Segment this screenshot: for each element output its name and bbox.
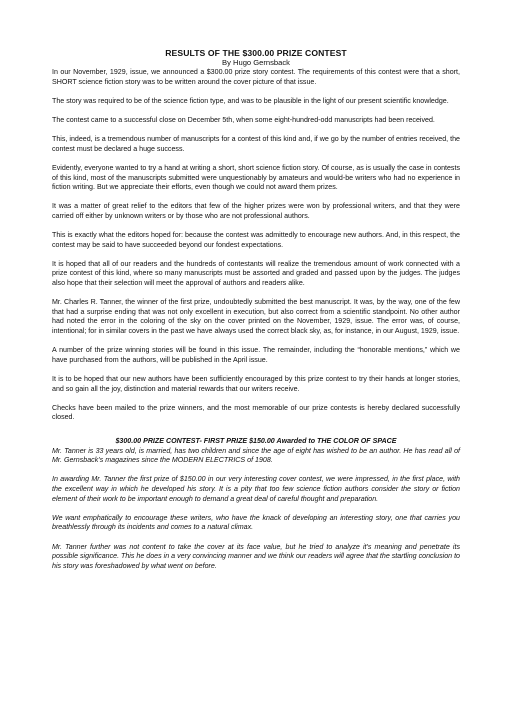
award-section (52, 447, 460, 572)
paragraph: Checks have been mailed to the prize winners, and the most memorable of our prize contests is hereby declared successfully closed. (52, 403, 460, 422)
paragraph: In our November, 1929, issue, we announced a $300.00 prize story contest. The requirements of this contest were that a short, SHORT science fiction story was to be written around the cover picture of that issue. (52, 68, 460, 86)
award-paragraph: Mr. Tanner is 33 years old, is married, has two children and since the age of eight has wished to be an author. He has read all of Mr. Gernsback’s magazines since the MODERN ELECTRICS of 1908. (52, 446, 460, 465)
paragraph: Mr. Charles R. Tanner, the winner of the first prize, undoubtedly submitted the best manuscript. It was, by the way, one of the few that had a surprise ending that was not only excellent in execution, but also correct from a scientific standpoint. No other author had noted the error in the coloring of the sky on the cover printed on the November, 1929, issue. The error was, of course, intentional; for in similar covers in the past we have always used the correct black sky, as, for instance, in our August, 1929, issue. (52, 298, 460, 336)
paragraph: This, indeed, is a tremendous number of manuscripts for a contest of this kind and, if we go by the number of entries received, the contest must be declared a huge success. (52, 135, 460, 153)
paragraph: The contest came to a successful close on December 5th, when some eight-hundred-odd manuscripts had been received. (52, 115, 435, 124)
paragraph: It is to be hoped that our new authors have been sufficiently encouraged by this prize contest to try their hands at longer stories, and so gain all the joy, distinction and material rewards that our writers receive. (52, 375, 460, 393)
award-heading: $300.00 PRIZE CONTEST- FIRST PRIZE $150.00 Awarded to THE COLOR OF SPACE (115, 436, 397, 445)
paragraph: It is hoped that all of our readers and the hundreds of contestants will realize the tremendous amount of work connected with a prize contest of this kind, where so many manuscripts must be assorted and graded and passed upon by the judges. The judges also hope that their selection will meet the approval of authors and readers alike. (52, 259, 460, 288)
author-byline: By Hugo Gernsback (222, 58, 290, 67)
paragraph: This is exactly what the editors hoped for: because the contest was admittedly to encourage new authors. And, in this respect, the contest may be said to have succeeded beyond our fondest expectations. (52, 231, 460, 249)
page-title: RESULTS OF THE $300.00 PRIZE CONTEST (165, 48, 347, 58)
award-paragraph: We want emphatically to encourage these writers, who have the knack of developing an interesting story, one that carries you breathlessly through its incidents and comes to a natural climax. (52, 513, 460, 532)
paragraph: It was a matter of great relief to the editors that few of the higher prizes were won by professional writers, and that they were carried off either by unknown writers or by those who are not professional authors. (52, 202, 460, 220)
paragraph: The story was required to be of the science fiction type, and was to be plausible in the light of our present scientific knowledge. (52, 96, 449, 105)
award-paragraph: Mr. Tanner further was not content to take the cover at its face value, but he tried to analyze it's meaning and penetrate its possible significance. This he does in a very convincing manner and we think our readers will agree that the startling conclusion to his story was foreshadowed by what went on before. (52, 542, 460, 570)
paragraph: A number of the prize winning stories will be found in this issue. The remainder, including the “honorable mentions,” which we have purchased from the authors, will be published in the April issue. (52, 346, 460, 364)
article-body (52, 68, 460, 423)
paragraph: Evidently, everyone wanted to try a hand at writing a short, short science fiction story. Of course, as is usually the case in contests of this kind, most of the manuscripts submitted were unquestionably by amateurs and would-be writers who had no experience in fiction writing. But we appreciate their efforts, even though we could not award them prizes. (52, 163, 460, 192)
award-paragraph: In awarding Mr. Tanner the first prize of $150.00 in our very interesting cover contest, we were impressed, in the first place, with the excellent way in which he developed his story. It is a pity that too few science fiction authors consider the story or fiction element of their work to be important enough to demand a great deal of careful thought and preparation. (52, 475, 460, 503)
